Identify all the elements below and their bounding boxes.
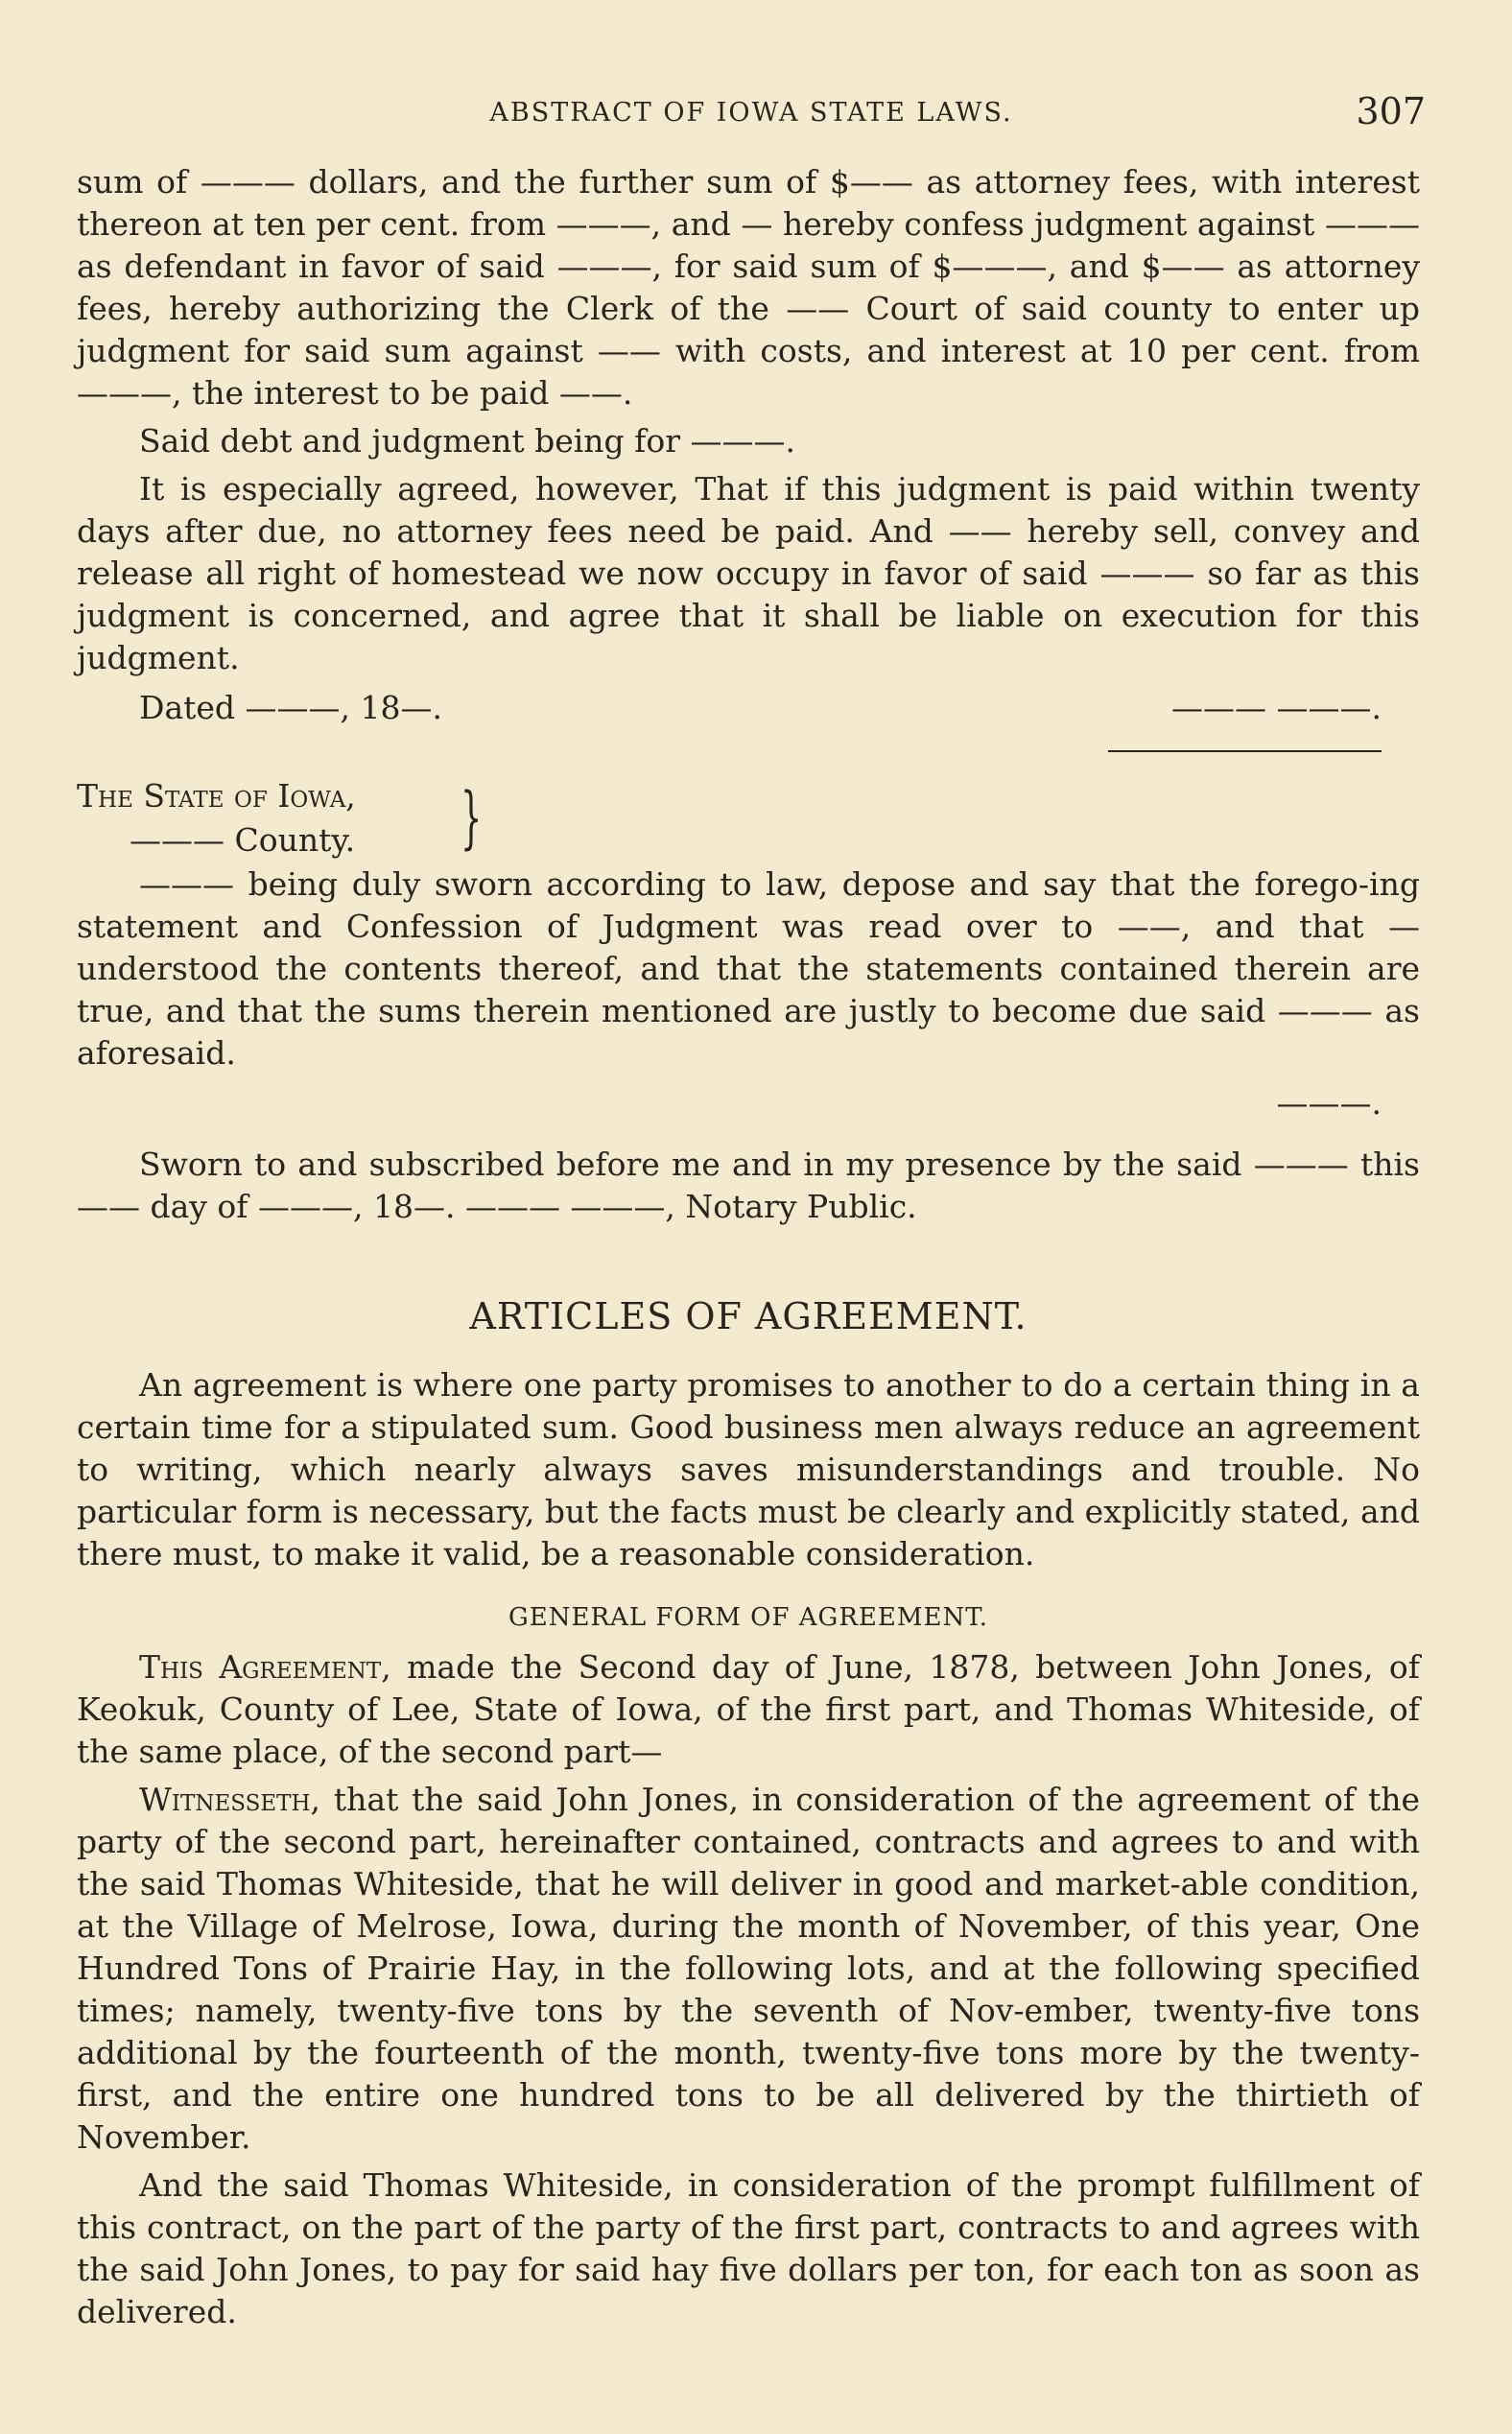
dated-line <box>77 687 1420 729</box>
affiant-signature-line: ———. <box>1276 1084 1382 1122</box>
venue-block <box>77 775 1420 863</box>
affiant-signature <box>77 1082 1420 1124</box>
venue-county: ——— County. <box>130 821 356 859</box>
agreement-paragraph: It is especially agreed, however, That if this judgment is paid within twenty days after due, no attorney fees need be paid. And —— hereby sell, convey and release all right of homestead we now occupy in favor of said ——— so far as this judgment is concerned, and agree that it shall be liable on execution for this judgment. <box>77 470 1420 676</box>
affidavit-paragraph: ——— being duly sworn according to law, depose and say that the forego-ing statement and Confession of Judgment was read over to ——, and that — understood the contents thereof, and that the statements contained therein are true, and that the sums therein mentioned are justly to become due said ——— as aforesaid. <box>77 865 1420 1072</box>
section-heading: ARTICLES OF AGREEMENT. <box>469 1295 1028 1337</box>
intro-paragraph: An agreement is where one party promises to another to do a certain thing in a certain time for a stipulated sum. Good business men always reduce an agreement to writing, which nearly always saves misunderstandings and trouble. No particular form is necessary, but the facts must be clearly and explicitly stated, and there must, to make it valid, be a reasonable consideration. <box>77 1366 1420 1572</box>
agreement-preamble <box>77 1646 1420 1773</box>
running-header <box>77 88 1426 136</box>
running-title: ABSTRACT OF IOWA STATE LAWS. <box>489 98 1013 128</box>
venue-state: The State of Iowa, <box>77 777 356 815</box>
preamble-lead: This Agreement, <box>139 1648 391 1686</box>
section-subheading: GENERAL FORM OF AGREEMENT. <box>508 1603 989 1632</box>
confession-paragraph: sum of ——— dollars, and the further sum of $—— as attorney fees, with interest thereon at ten per cent. from ———, and — hereby confess judgment against ——— as defendant in favor of said ———, for said sum of $———, and $—— as attorney fees, hereby authorizing the Clerk of the —— Court of said county to enter up judgment for said sum against —— with costs, and interest at 10 per cent. from ———, the interest to be paid ——. <box>77 163 1420 412</box>
witnesseth-text: that the said John Jones, in consideration of the agreement of the party of the second part, hereinafter contained, contracts and agrees to and with the said Thomas Whiteside, that he will deliver in good and market-able condition, at the Village of Melrose, Iowa, during the month of November, of this year, One Hundred Tons of Prairie Hay, in the following lots, and at the following specified times; namely, twenty-five tons by the seventh of Nov-ember, twenty-five tons additional by the fourteenth of the month, twenty-five tons more by the twenty-first, and the entire one hundred tons to be all delivered by the thirtieth of November. <box>77 1781 1420 2156</box>
debt-statement: Said debt and judgment being for ———. <box>139 422 795 460</box>
payment-paragraph: And the said Thomas Whiteside, in consideration of the prompt fulfillment of this contract, on the part of the party of the first part, contracts to and agrees with the said John Jones, to pay for said hay five dollars per ton, for each ton as soon as delivered. <box>77 2166 1420 2330</box>
page-body <box>77 161 1420 2333</box>
witnesseth-lead: Witnesseth, <box>139 1781 321 1818</box>
signature-line: ——— ———. <box>1171 689 1382 726</box>
brace-icon: } <box>461 778 483 857</box>
page-number: 307 <box>1356 90 1426 132</box>
witnesseth-paragraph <box>77 1779 1420 2159</box>
signature-line-2 <box>77 733 1420 762</box>
jurat-paragraph: Sworn to and subscribed before me and in my presence by the said ——— this —— day of ———, 18—. ——— ———, Notary Public. <box>77 1146 1420 1225</box>
dated-text: Dated ———, 18—. <box>139 689 442 726</box>
preamble-text: made the Second day of June, 1878, between John Jones, of Keokuk, County of Lee, State of Iowa, of the first part, and Thomas Whiteside, of the same place, of the second part— <box>77 1648 1420 1770</box>
